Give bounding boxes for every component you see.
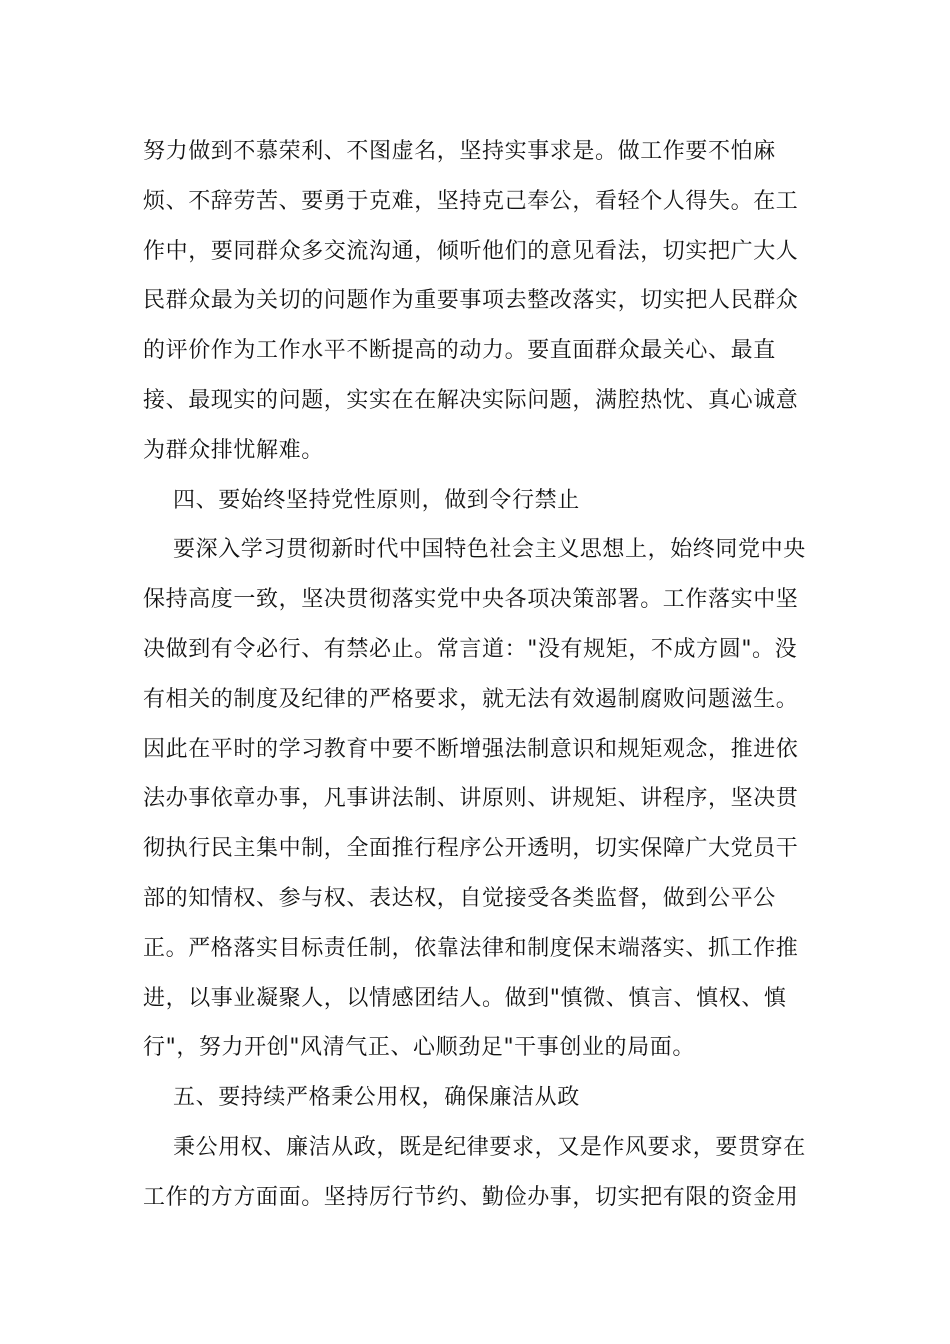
text-line: 彻执行民主集中制，全面推行程序公开透明，切实保障广大党员干 (143, 836, 799, 862)
text-line: 秉公用权、廉洁从政，既是纪律要求，又是作风要求，要贯穿在 (173, 1134, 806, 1160)
text-line: 保持高度一致，坚决贯彻落实党中央各项决策部署。工作落实中坚 (143, 587, 799, 613)
text-line: 因此在平时的学习教育中要不断增强法制意识和规矩观念，推进依 (143, 736, 799, 762)
section-heading-5: 五、要持续严格秉公用权，确保廉洁从政 (173, 1085, 580, 1111)
text-line: 工作的方方面面。坚持厉行节约、勤俭办事，切实把有限的资金用 (143, 1184, 799, 1210)
text-line: 要深入学习贯彻新时代中国特色社会主义思想上，始终同党中央 (173, 537, 806, 563)
text-line: 民群众最为关切的问题作为重要事项去整改落实，切实把人民群众 (143, 288, 799, 314)
text-line: 法办事依章办事，凡事讲法制、讲原则、讲规矩、讲程序，坚决贯 (143, 786, 799, 812)
text-line: 行"，努力开创"风清气正、心顺劲足"干事创业的局面。 (143, 1035, 695, 1061)
text-line: 烦、不辞劳苦、要勇于克难，坚持克己奉公，看轻个人得失。在工 (143, 188, 799, 214)
text-line: 决做到有令必行、有禁必止。常言道："没有规矩，不成方圆"。没 (143, 636, 798, 662)
text-line: 部的知情权、参与权、表达权，自觉接受各类监督，做到公平公 (143, 885, 776, 911)
text-line: 正。严格落实目标责任制，依靠法律和制度保末端落实、抓工作推 (143, 935, 799, 961)
document-body (143, 127, 809, 1223)
text-line: 有相关的制度及纪律的严格要求，就无法有效遏制腐败问题滋生。 (143, 686, 799, 712)
text-line: 作中，要同群众多交流沟通，倾听他们的意见看法，切实把广大人 (143, 238, 799, 264)
text-line: 为群众排忧解难。 (143, 437, 324, 463)
text-line: 的评价作为工作水平不断提高的动力。要直面群众最关心、最直 (143, 338, 776, 364)
section-heading-4: 四、要始终坚持党性原则，做到令行禁止 (173, 487, 580, 513)
text-line: 进，以事业凝聚人，以情感团结人。做到"慎微、慎言、慎权、慎 (143, 985, 787, 1011)
text-line: 努力做到不慕荣利、不图虚名，坚持实事求是。做工作要不怕麻 (143, 139, 776, 164)
text-line: 接、最现实的问题，实实在在解决实际问题，满腔热忱、真心诚意 (143, 387, 799, 413)
